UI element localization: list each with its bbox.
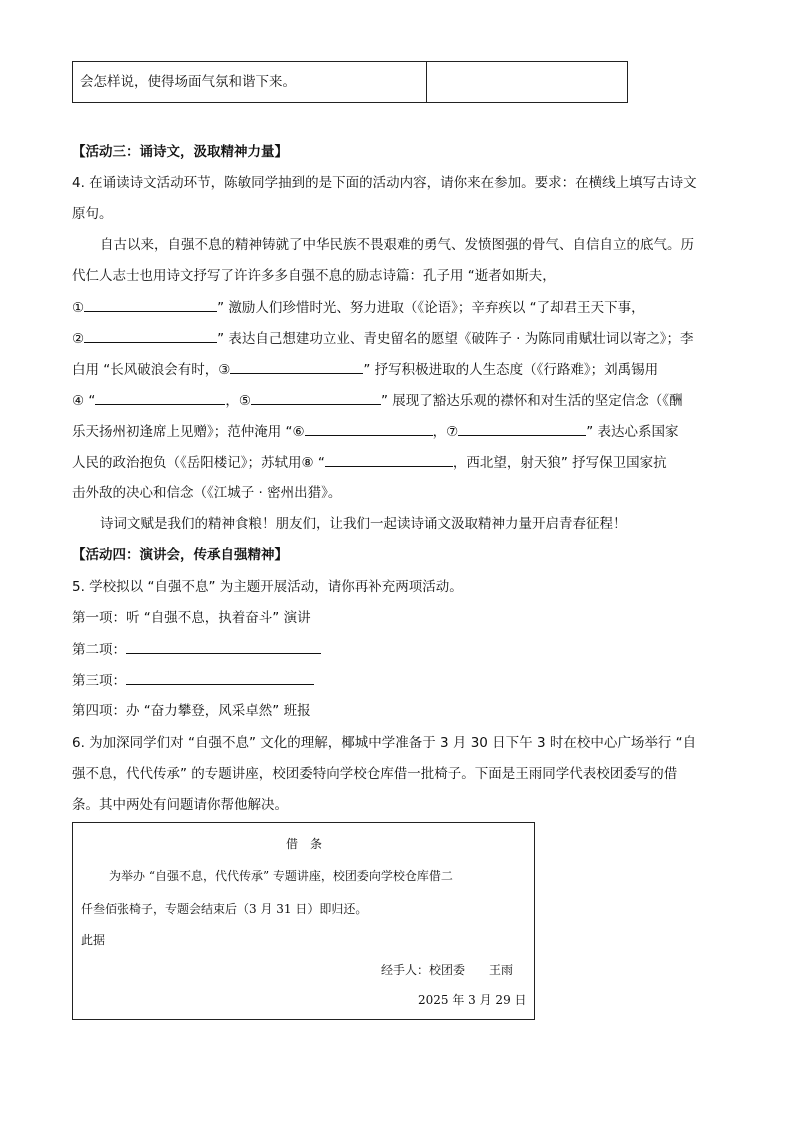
q4-line-blank67: [72, 421, 679, 442]
answer-blank-4[interactable]: [95, 390, 225, 405]
borrowing-note: [72, 822, 535, 1020]
q5-answer-blank-2[interactable]: [126, 639, 321, 654]
q4-line7-rest: ” 表达心系国家: [586, 424, 679, 440]
note-closing: 此据: [81, 933, 106, 947]
note-date: 2025 年 3 月 29 日: [418, 993, 527, 1007]
q5-item4: 第四项：办 “奋力攀登，风采卓然” 班报: [72, 703, 311, 719]
answer-blank-3[interactable]: [230, 359, 363, 374]
q6-line3: 条。其中两处有问题请你帮他解决。: [72, 797, 288, 813]
q5-item2-label: 第二项：: [72, 642, 126, 658]
q4-line7-start: 乐天扬州初逢席上见赠》；范仲淹用 “⑥: [72, 424, 305, 440]
q4-line7-mid: ，⑦: [432, 424, 459, 440]
q6-line2: 强不息，代代传承” 的专题讲座，校团委特向学校仓库借一批椅子。下面是王雨同学代表校团委写的借: [72, 766, 678, 782]
q4-line-blank1: [72, 297, 645, 318]
q4-line-blank3: [72, 359, 658, 380]
q4-line4-rest: ” 表达自己想建功立业、青史留名的愿望《破阵子 · 为陈同甫赋壮词以寄之》；李: [217, 331, 694, 347]
q5-answer-blank-3[interactable]: [126, 670, 314, 685]
q4-line6-mid: ，⑤: [225, 393, 251, 409]
answer-blank-1[interactable]: [84, 297, 217, 312]
note-handler: 经手人：校团委 王雨: [381, 963, 514, 977]
q6-line1: 6. 为加深同学们对 “自强不息” 文化的理解，椰城中学准备于 3 月 30 日下午 3 时在校中心广场举行 “自: [72, 735, 697, 751]
q4-line-blank8: [72, 452, 667, 473]
q5-item1: 第一项：听 “自强不息，执着奋斗” 演讲: [72, 610, 311, 626]
q4-line6-rest: ” 展现了豁达乐观的襟怀和对生活的坚定信念（《酬: [381, 393, 683, 409]
q4-line2: 原句。: [72, 206, 113, 222]
blank-label-2: ②: [72, 331, 85, 347]
q5-prompt: 5. 学校拟以 “自强不息” 为主题开展活动，请你再补充两项活动。: [72, 579, 463, 595]
q4-line8-start: 人民的政治抱负（《岳阳楼记》；苏轼用⑧ “: [72, 455, 325, 471]
q4-line5-start: 白用 “长风破浪会有时，③: [72, 362, 231, 378]
activity3-heading: 【活动三：诵诗文，汲取精神力量】: [72, 144, 288, 160]
q4-line5-rest: ” 抒写积极进取的人生态度（《行路难》；刘禹锡用: [363, 362, 659, 378]
answer-blank-7[interactable]: [458, 421, 586, 436]
q4-para2: 诗词文赋是我们的精神食粮！朋友们，让我们一起读诗诵文汲取精神力量开启青春征程！: [100, 516, 627, 532]
q4-line3-rest: ” 激励人们珍惜时光、努力进取（《论语》；辛弃疾以 “了却君王天下事，: [217, 300, 645, 316]
note-title: 借 条: [286, 837, 323, 851]
answer-blank-2[interactable]: [84, 328, 217, 343]
note-body-line1: 为举办 “自强不息，代代传承” 专题讲座，校团委向学校仓库借二: [109, 869, 453, 883]
q5-item2-row: [72, 639, 321, 660]
table-cell-text: 会怎样说，使得场面气氛和谐下来。: [80, 74, 296, 90]
answer-blank-6[interactable]: [305, 421, 433, 436]
answer-blank-8[interactable]: [325, 452, 453, 467]
q4-line1: 4. 在诵读诗文活动环节，陈敏同学抽到的是下面的活动内容，请你来在参加。要求：在横线上填写古诗文: [72, 175, 697, 191]
answer-blank-5[interactable]: [251, 390, 381, 405]
q4-line8-rest: ，西北望，射天狼” 抒写保卫国家抗: [452, 455, 667, 471]
answer-table: [72, 61, 628, 103]
table-cell-left: [73, 62, 427, 102]
q4-line9: 击外敌的决心和信念（《江城子 · 密州出猎》。: [72, 485, 342, 501]
q5-item3-label: 第三项：: [72, 673, 126, 689]
q4-line-blank2: [72, 328, 694, 349]
q4-line6-start: ④ “: [72, 393, 96, 409]
activity4-heading: 【活动四：演讲会，传承自强精神】: [72, 547, 288, 563]
blank-label-1: ①: [72, 300, 85, 316]
q4-para1-line2: 代仁人志士也用诗文抒写了许许多多自强不息的励志诗篇：孔子用 “逝者如斯夫，: [72, 268, 556, 284]
note-body-line2: 仟叁佰张椅子，专题会结束后（3 月 31 日）即归还。: [81, 902, 368, 916]
q4-para1-line1: 自古以来，自强不息的精神铸就了中华民族不畏艰难的勇气、发愤图强的骨气、自信自立的底气。历: [100, 237, 694, 253]
q4-line-blank45: [72, 390, 683, 411]
q5-item3-row: [72, 670, 314, 691]
